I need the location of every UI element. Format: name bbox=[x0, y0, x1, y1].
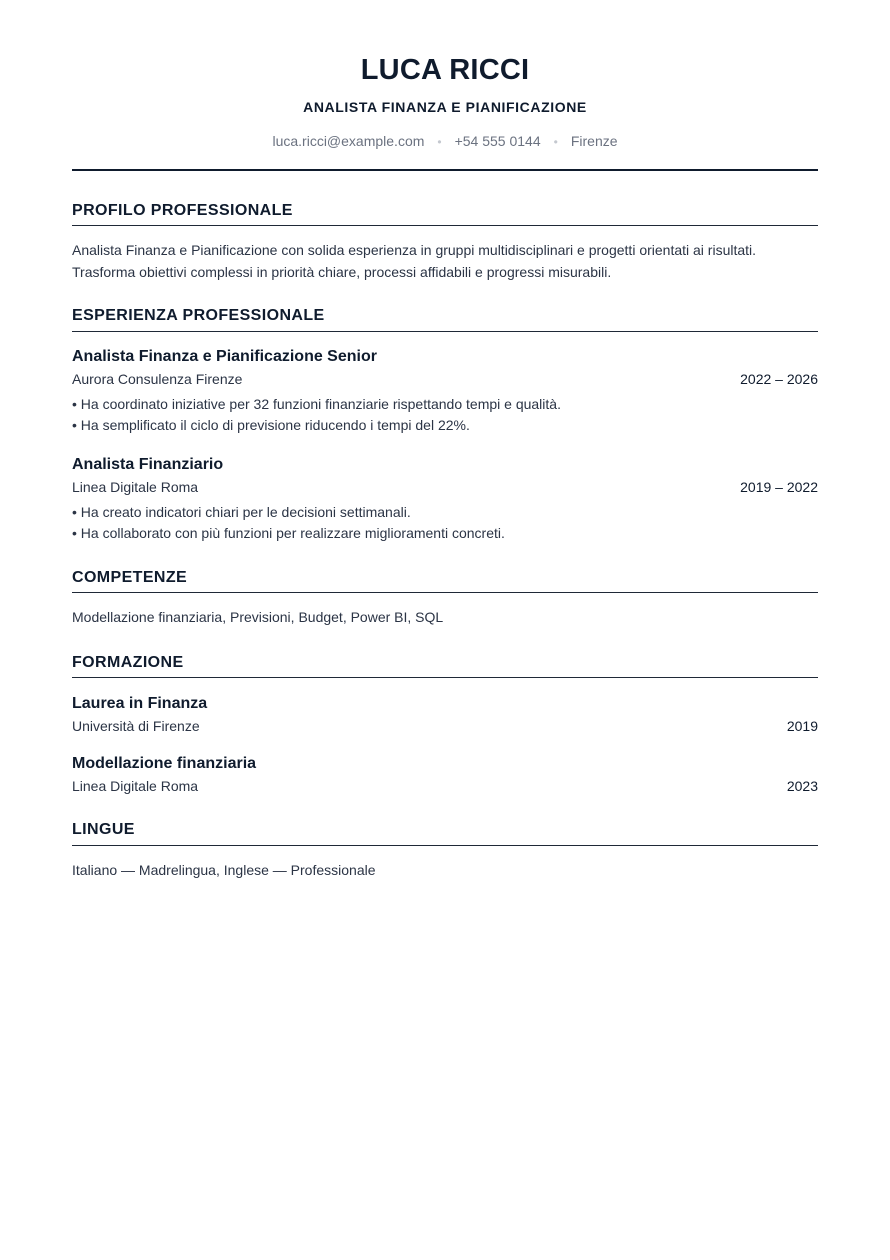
languages-list: Italiano — Madrelingua, Inglese — Professionale bbox=[72, 862, 376, 878]
job-company: Aurora Consulenza Firenze bbox=[72, 371, 243, 387]
section-divider bbox=[72, 225, 818, 226]
section-heading-skills: COMPETENZE bbox=[72, 569, 188, 586]
contact-line bbox=[72, 132, 818, 151]
job-dates: 2019 – 2022 bbox=[740, 479, 818, 495]
job-bullet: • Ha collaborato con più funzioni per realizzare miglioramenti concreti. bbox=[72, 525, 505, 541]
education-title: Modellazione finanziaria bbox=[72, 755, 257, 772]
job-bullet: • Ha coordinato iniziative per 32 funzioni finanziarie rispettando tempi e qualità. bbox=[72, 396, 561, 412]
section-heading-experience: ESPERIENZA PROFESSIONALE bbox=[72, 307, 325, 324]
profile-line-2: Trasforma obiettivi complessi in priorità chiare, processi affidabili e progressi misurabili. bbox=[72, 264, 612, 280]
job-title: Analista Finanza e Pianificazione Senior bbox=[72, 348, 377, 365]
separator-dot: • bbox=[553, 135, 558, 149]
education-title: Laurea in Finanza bbox=[72, 695, 208, 712]
separator-dot: • bbox=[437, 135, 442, 149]
job-dates: 2022 – 2026 bbox=[740, 371, 818, 387]
contact-phone[interactable]: +54 555 0144 bbox=[454, 133, 541, 149]
header-divider bbox=[72, 169, 818, 171]
section-heading-education: FORMAZIONE bbox=[72, 654, 184, 671]
education-year: 2019 bbox=[786, 718, 818, 734]
section-divider bbox=[72, 592, 818, 593]
education-institution: Università di Firenze bbox=[72, 718, 200, 734]
section-heading-languages: LINGUE bbox=[72, 821, 135, 838]
job-company: Linea Digitale Roma bbox=[72, 479, 199, 495]
job-title: Analista Finanziario bbox=[72, 456, 224, 473]
candidate-title: ANALISTA FINANZA E PIANIFICAZIONE bbox=[303, 99, 587, 115]
section-divider bbox=[72, 331, 818, 332]
education-year: 2023 bbox=[786, 778, 818, 794]
section-divider bbox=[72, 845, 818, 846]
contact-email[interactable]: luca.ricci@example.com bbox=[272, 133, 425, 149]
education-institution: Linea Digitale Roma bbox=[72, 778, 199, 794]
section-heading-profile: PROFILO PROFESSIONALE bbox=[72, 202, 293, 219]
job-bullet: • Ha creato indicatori chiari per le decisioni settimanali. bbox=[72, 504, 411, 520]
profile-line-1: Analista Finanza e Pianificazione con solida esperienza in gruppi multidisciplinari e progetti orientati ai risultati. bbox=[72, 242, 757, 258]
candidate-name: LUCA RICCI bbox=[360, 54, 530, 86]
skills-list: Modellazione finanziaria, Previsioni, Budget, Power BI, SQL bbox=[72, 609, 444, 625]
contact-city: Firenze bbox=[570, 133, 618, 149]
section-divider bbox=[72, 677, 818, 678]
job-bullet: • Ha semplificato il ciclo di previsione riducendo i tempi del 22%. bbox=[72, 417, 470, 433]
